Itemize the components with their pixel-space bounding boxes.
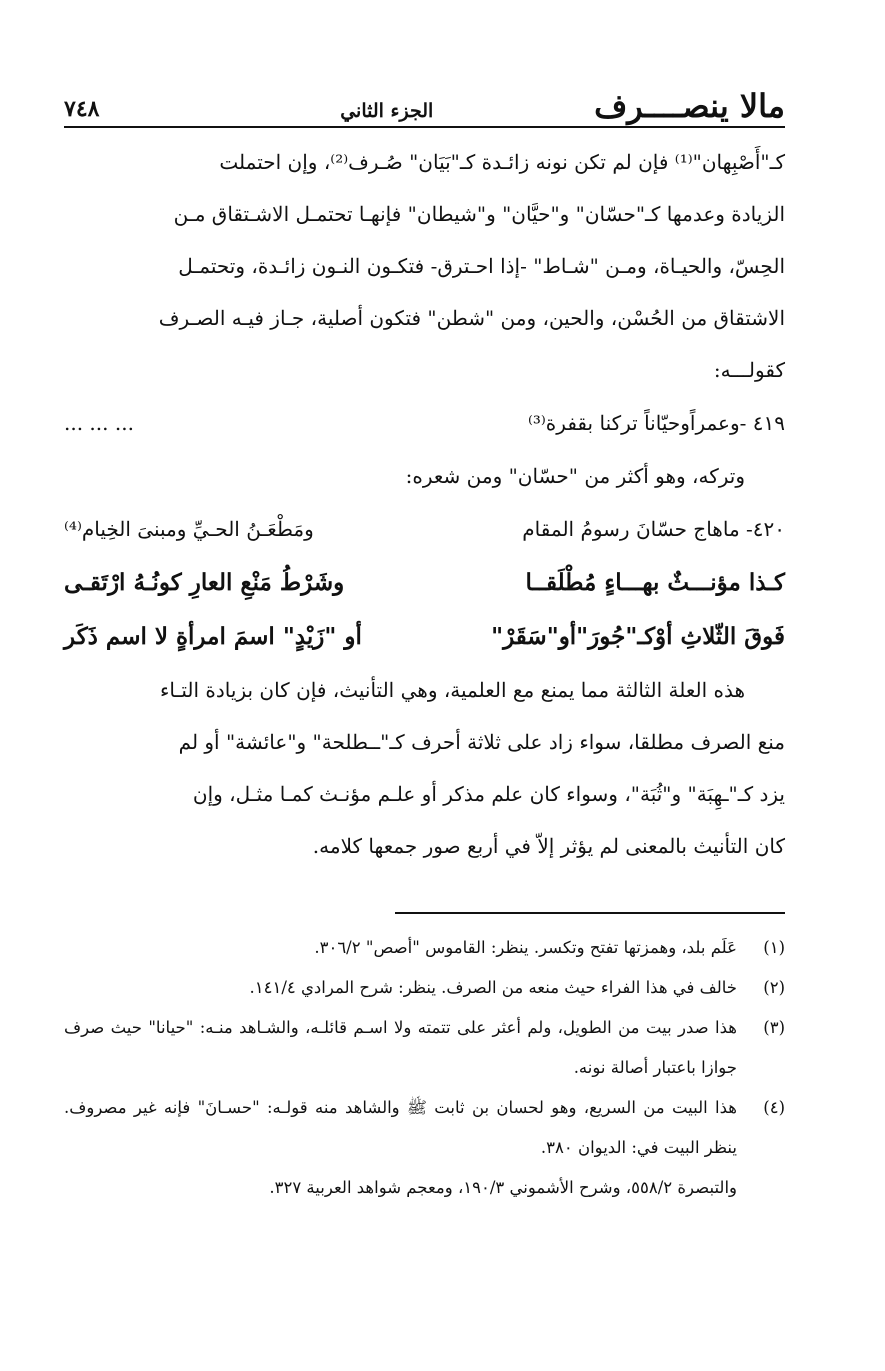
part-label: الجزء الثاني [340,100,434,122]
verse-left-hemistich: ... ... ... [64,411,134,435]
verse-419 [64,396,785,450]
poem-verse-2 [64,610,785,664]
footnote-number: (٣) [763,1018,785,1037]
running-header [64,70,785,128]
chapter-title: مالا ينصــــرف [594,87,785,125]
text-line: كان التأنيث بالمعنى لم يؤثر إلاّ في أربع صور جمعها كلامه. [312,834,785,858]
text-line: الزيادة وعدمها كـ"حسّان" و"حيَّان" و"شيطان" فإنهـا تحتمـل الاشـتقاق مـن [173,202,785,226]
footnote [64,968,785,1008]
footnote-divider [395,912,785,914]
footnote-number: (٢) [763,978,785,997]
footnote-number: (٤) [763,1098,785,1117]
footnote-text: هذا البيت من السريع، وهو لحسان بن ثابت ﷺ والشاهد منه قولـه: "حسـانَ" فإنه غير مصروف. ينظر البيت في: الديوان ٣٨٠. [64,1098,737,1157]
text-line: يزد كـ"ـهِبَة" و"ثُبَة"، وسواء كان علم مذكر أو علـم مؤنـث كمـا مثـل، وإن [192,782,785,806]
verse-right-hemistich: ٤٢٠- ماهاج حسّانَ رسومُ المقام [522,517,785,541]
text-line: منع الصرف مطلقا، سواء زاد على ثلاثة أحرف كـ"ــطلحة" و"عائشة" أو لم [178,730,785,754]
verse-420 [64,502,785,556]
text-line: كـ"أَصْبِهان"⁽¹⁾ فإن لم تكن نونه زائـدة كـ"بَيَان" صُـرف⁽²⁾، وإن احتملت [219,150,785,174]
text-line: وتركه، وهو أكثر من "حسّان" ومن شعره: [405,464,745,488]
verse-right-hemistich: فَوقَ الثّلاثِ أوْكـ"جُورَ"أو"سَقَرْ" [491,623,785,650]
poem-verse-1 [64,556,785,610]
footnote [64,1008,785,1088]
verse-right-hemistich: كـذا مؤنـــثٌ بهـــاءٍ مُطْلَقــا [525,569,785,596]
text-line: هذه العلة الثالثة مما يمنع مع العلمية، وهي التأنيث، فإن كان بزيادة التـاء [160,678,745,702]
footnotes [64,928,785,1208]
footnote-number: (١) [763,938,785,957]
footnote-text: خالف في هذا الفراء حيث منعه من الصرف. ينظر: شرح المرادي ١٤١/٤. [249,978,737,997]
text-line: الاشتقاق من الحُسْن، والحين، ومن "شطن" فتكون أصلية، جـاز فيـه الصـرف [158,306,785,330]
footnote-text: عَلَم بلد، وهمزتها تفتح وتكسر. ينظر: القاموس "أصص" ٣٠٦/٢. [314,938,737,957]
text-line: كقولـــه: [713,358,785,382]
main-text [64,136,785,872]
footnote-continuation: والتبصرة ٥٥٨/٢، وشرح الأشموني ١٩٠/٣، ومعجم شواهد العربية ٣٢٧. [269,1178,737,1197]
verse-left-hemistich: أو "زَيْدٍ" اسمَ امرأةٍ لا اسم ذَكَر [64,623,362,650]
footnote-text: هذا صدر بيت من الطويل، ولم أعثر على تتمته ولا اسـم قائلـه، والشـاهد منـه: "حيانا" حيث صرف جوازا باعتبار أصالة نونه. [64,1018,737,1077]
page-number: ٧٤٨ [64,96,100,122]
footnote [64,1088,785,1168]
verse-left-hemistich: وشَرْطُ مَنْعِ العارِ كونُـهُ ارْتَقـى [64,569,345,596]
footnote [64,928,785,968]
verse-left-hemistich: ومَطْعَـنُ الحـيِّ ومبنىَ الخِيام⁽⁴⁾ [64,517,314,541]
verse-right-hemistich: ٤١٩ -وعمراًوحيّاناً تركنا بقفرة⁽³⁾ [527,411,785,435]
text-line: الحِسّ، والحيـاة، ومـن "شـاط" -إذا احـترق- فتكـون النـون زائـدة، وتحتمـل [178,254,785,278]
